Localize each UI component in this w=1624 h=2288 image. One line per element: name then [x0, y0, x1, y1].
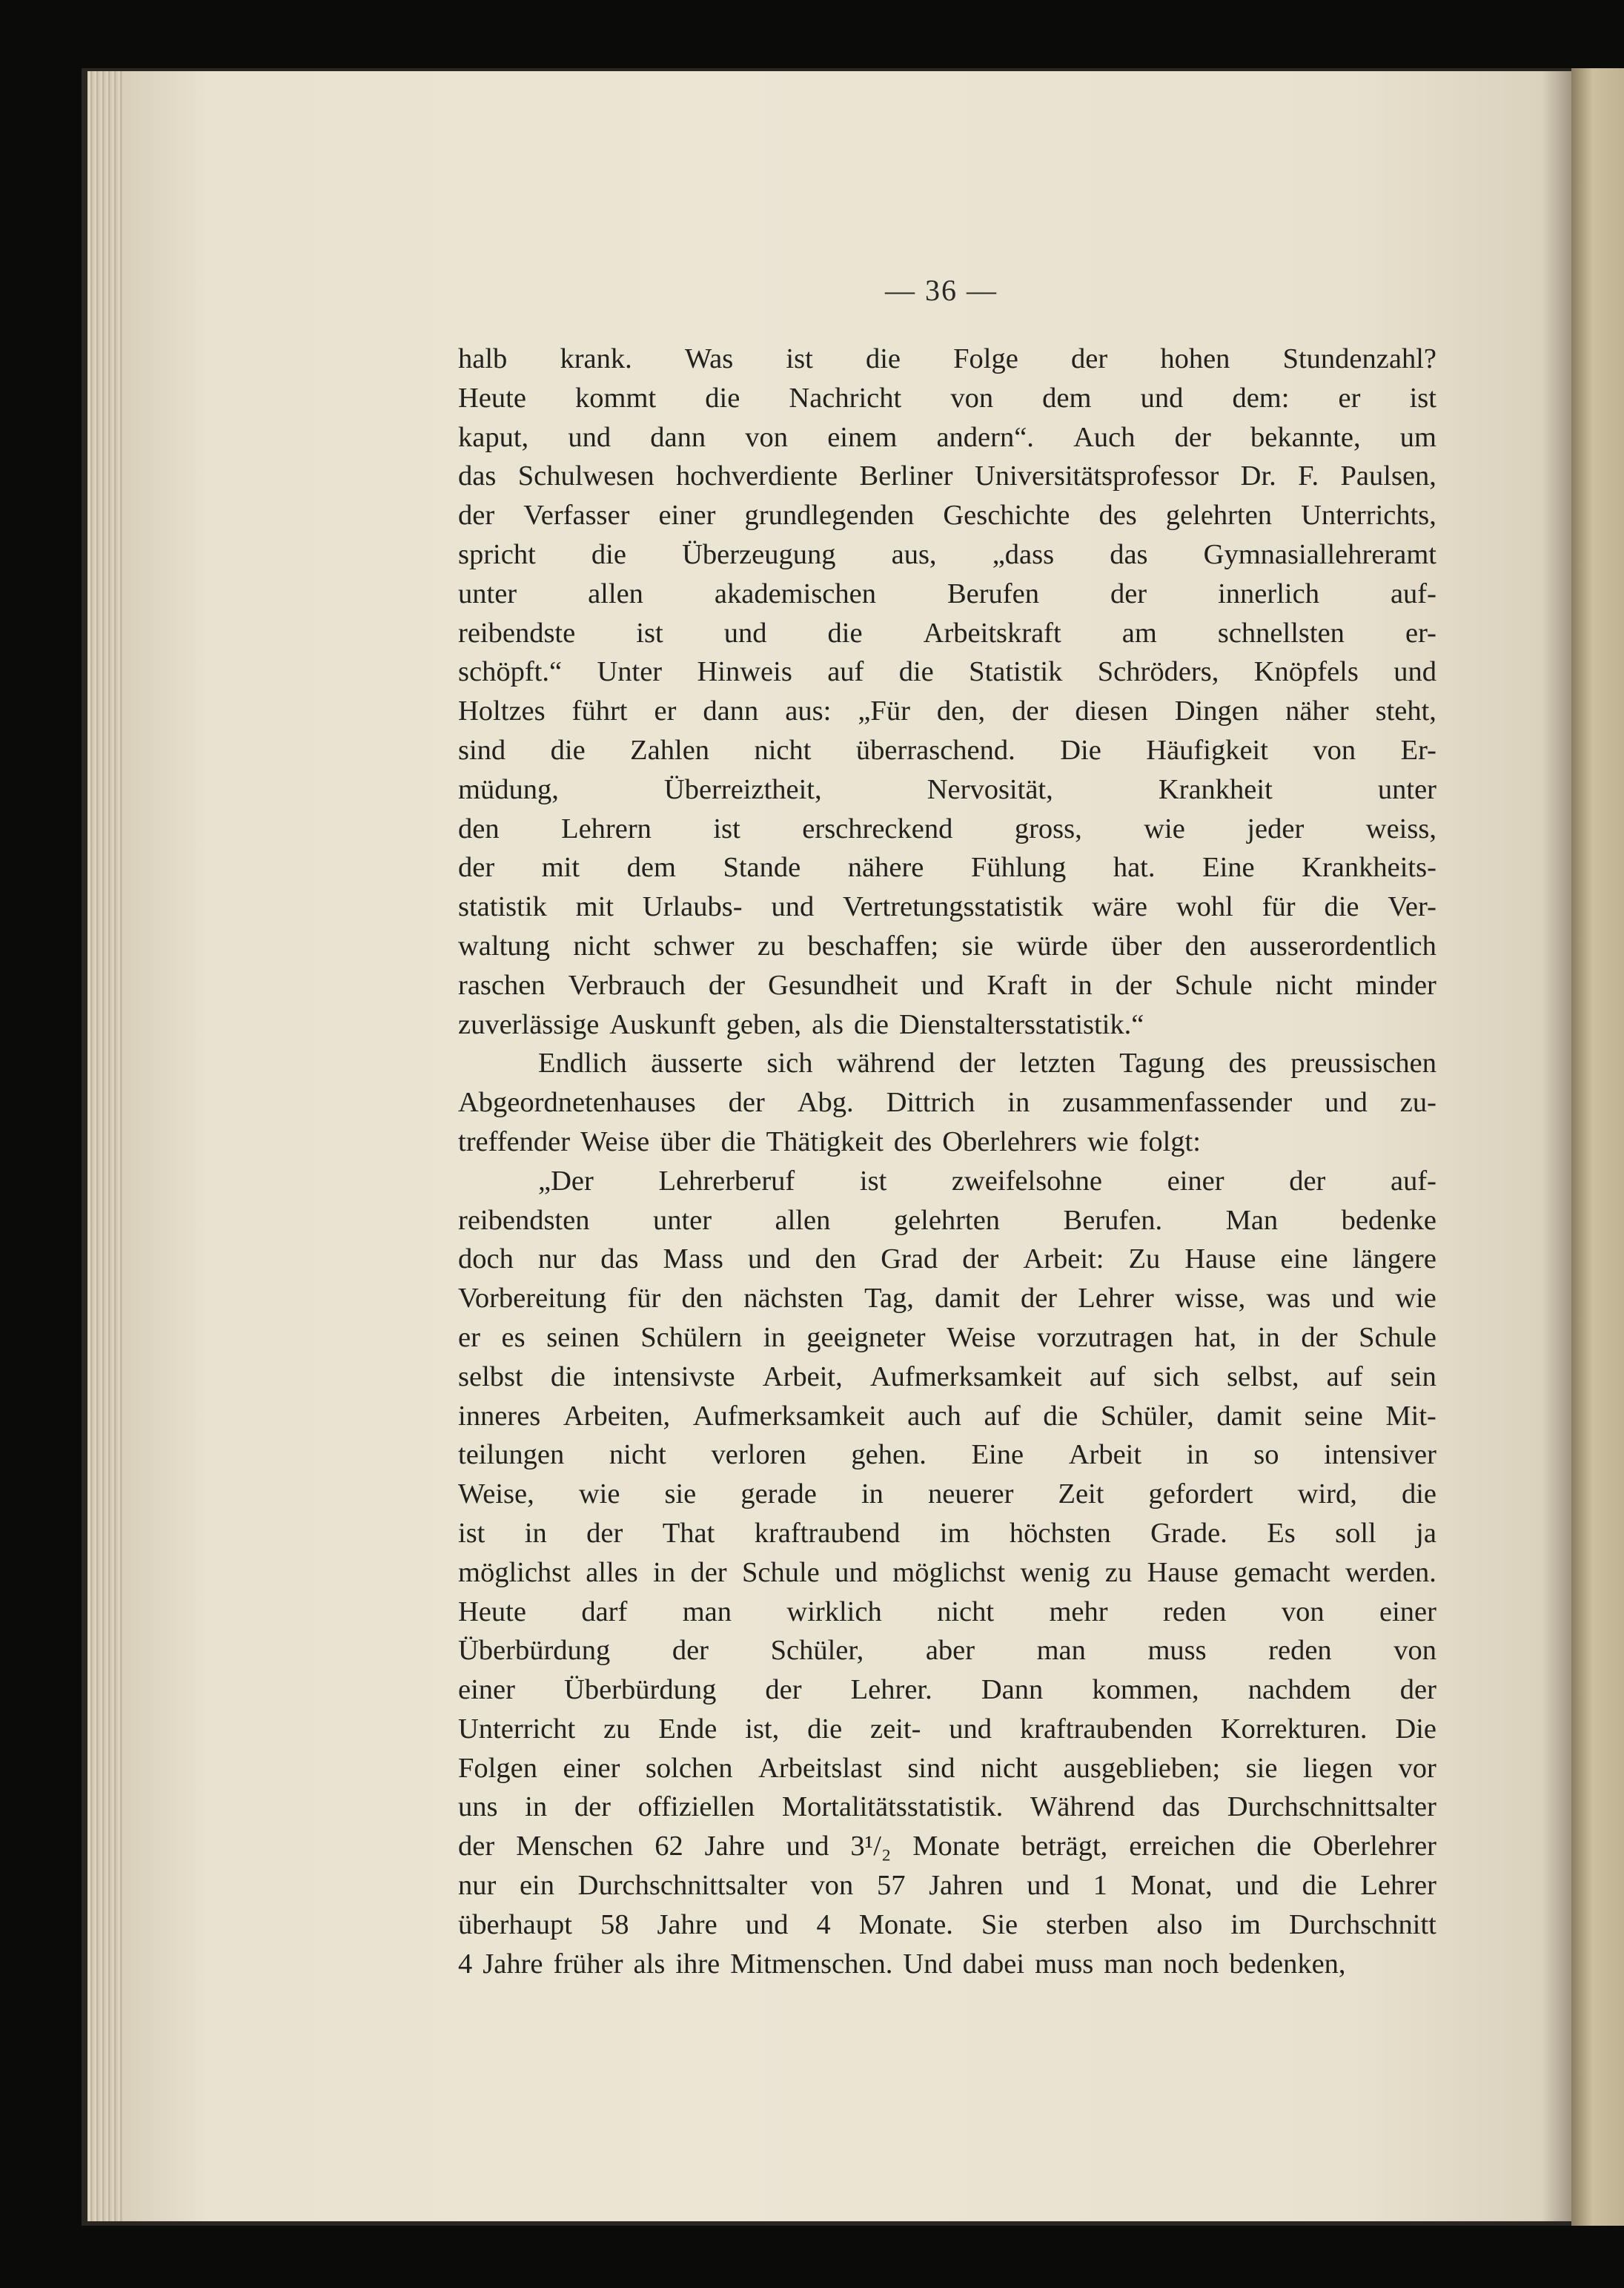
text-line: uns in der offiziellen Mortalitätsstatistik. Während das Durchschnittsalter	[458, 1791, 1436, 1823]
text-line: nur ein Durchschnittsalter von 57 Jahren und 1 Monat, und die Lehrer	[458, 1870, 1436, 1902]
page-number: — 36 —	[885, 274, 998, 307]
text-line: der Verfasser einer grundlegenden Geschichte des gelehrten Unterrichts,	[458, 500, 1436, 532]
body-text	[458, 340, 1436, 1983]
text-line: zuverlässige Auskunft geben, als die Dienstaltersstatistik.“	[458, 1008, 1144, 1040]
text-line: müdung, Überreiztheit, Nervosität, Krankheit unter	[458, 773, 1436, 805]
text-line: Heute darf man wirklich nicht mehr reden von einer	[458, 1596, 1436, 1627]
gutter-shadow	[1542, 71, 1571, 2221]
text-line: sind die Zahlen nicht überraschend. Die Häufigkeit von Er-	[458, 734, 1436, 766]
text-line: Heute kommt die Nachricht von dem und dem: er ist	[458, 382, 1436, 414]
text-line: spricht die Überzeugung aus, „dass das Gymnasiallehreramt	[458, 538, 1436, 570]
text-line: das Schulwesen hochverdiente Berliner Universitätsprofessor Dr. F. Paulsen,	[458, 460, 1436, 492]
text-line: halb krank. Was ist die Folge der hohen Stundenzahl?	[458, 343, 1436, 374]
text-line: selbst die intensivste Arbeit, Aufmerksamkeit auf sich selbst, auf sein	[458, 1360, 1436, 1392]
text-line: Vorbereitung für den nächsten Tag, damit der Lehrer wisse, was und wie	[458, 1283, 1436, 1315]
text-line: ist in der That kraftraubend im höchsten Grade. Es soll ja	[458, 1517, 1436, 1549]
text-line: Überbürdung der Schüler, aber man muss reden von	[458, 1635, 1436, 1667]
text-line: reibendste ist und die Arbeitskraft am schnellsten er-	[458, 617, 1436, 649]
text-line: er es seinen Schülern in geeigneter Weise vorzutragen hat, in der Schule	[458, 1321, 1436, 1353]
text-line: einer Überbürdung der Lehrer. Dann kommen, nachdem der	[458, 1674, 1436, 1706]
text-line: statistik mit Urlaubs- und Vertretungsstatistik wäre wohl für die Ver-	[458, 891, 1436, 923]
text-line: doch nur das Mass und den Grad der Arbeit: Zu Hause eine längere	[458, 1243, 1436, 1275]
text-line: den Lehrern ist erschreckend gross, wie jeder weiss,	[458, 813, 1436, 844]
text-line: Abgeordnetenhauses der Abg. Dittrich in zusammenfassender und zu-	[458, 1087, 1436, 1119]
text-line: inneres Arbeiten, Aufmerksamkeit auch auf die Schüler, damit seine Mit-	[458, 1400, 1436, 1432]
text-line: der mit dem Stande nähere Fühlung hat. Eine Krankheits-	[458, 852, 1436, 884]
text-line: raschen Verbrauch der Gesundheit und Kraft in der Schule nicht minder	[458, 969, 1436, 1001]
text-line: 4 Jahre früher als ihre Mitmenschen. Und dabei muss man noch bedenken,	[458, 1948, 1346, 1980]
text-line: Unterricht zu Ende ist, die zeit- und kraftraubenden Korrekturen. Die	[458, 1713, 1436, 1745]
text-line: Endlich äusserte sich während der letzten Tagung des preussischen	[538, 1048, 1436, 1079]
text-line: kaput, und dann von einem andern“. Auch der bekannte, um	[458, 421, 1436, 453]
text-line: teilungen nicht verloren gehen. Eine Arbeit in so intensiver	[458, 1439, 1436, 1471]
text-line: der Menschen 62 Jahre und 3¹/₂ Monate beträgt, erreichen die Oberlehrer	[458, 1831, 1436, 1862]
text-line: treffender Weise über die Thätigkeit des Oberlehrers wie folgt:	[458, 1125, 1201, 1157]
text-line: Folgen einer solchen Arbeitslast sind nicht ausgeblieben; sie liegen vor	[458, 1752, 1436, 1784]
text-line: schöpft.“ Unter Hinweis auf die Statistik Schröders, Knöpfels und	[458, 656, 1436, 688]
text-line: möglichst alles in der Schule und möglichst wenig zu Hause gemacht werden.	[458, 1556, 1436, 1588]
text-line: Holtzes führt er dann aus: „Für den, der diesen Dingen näher steht,	[458, 695, 1436, 727]
text-line: „Der Lehrerberuf ist zweifelsohne einer der auf-	[538, 1165, 1436, 1197]
text-line: reibendsten unter allen gelehrten Berufen. Man bedenke	[458, 1204, 1436, 1236]
text-line: unter allen akademischen Berufen der innerlich auf-	[458, 578, 1436, 609]
text-line: waltung nicht schwer zu beschaffen; sie würde über den ausserordentlich	[458, 930, 1436, 962]
text-line: überhaupt 58 Jahre und 4 Monate. Sie sterben also im Durchschnitt	[458, 1908, 1436, 1940]
facing-page-edge	[1571, 68, 1624, 2226]
text-line: Weise, wie sie gerade in neuerer Zeit gefordert wird, die	[458, 1478, 1436, 1510]
